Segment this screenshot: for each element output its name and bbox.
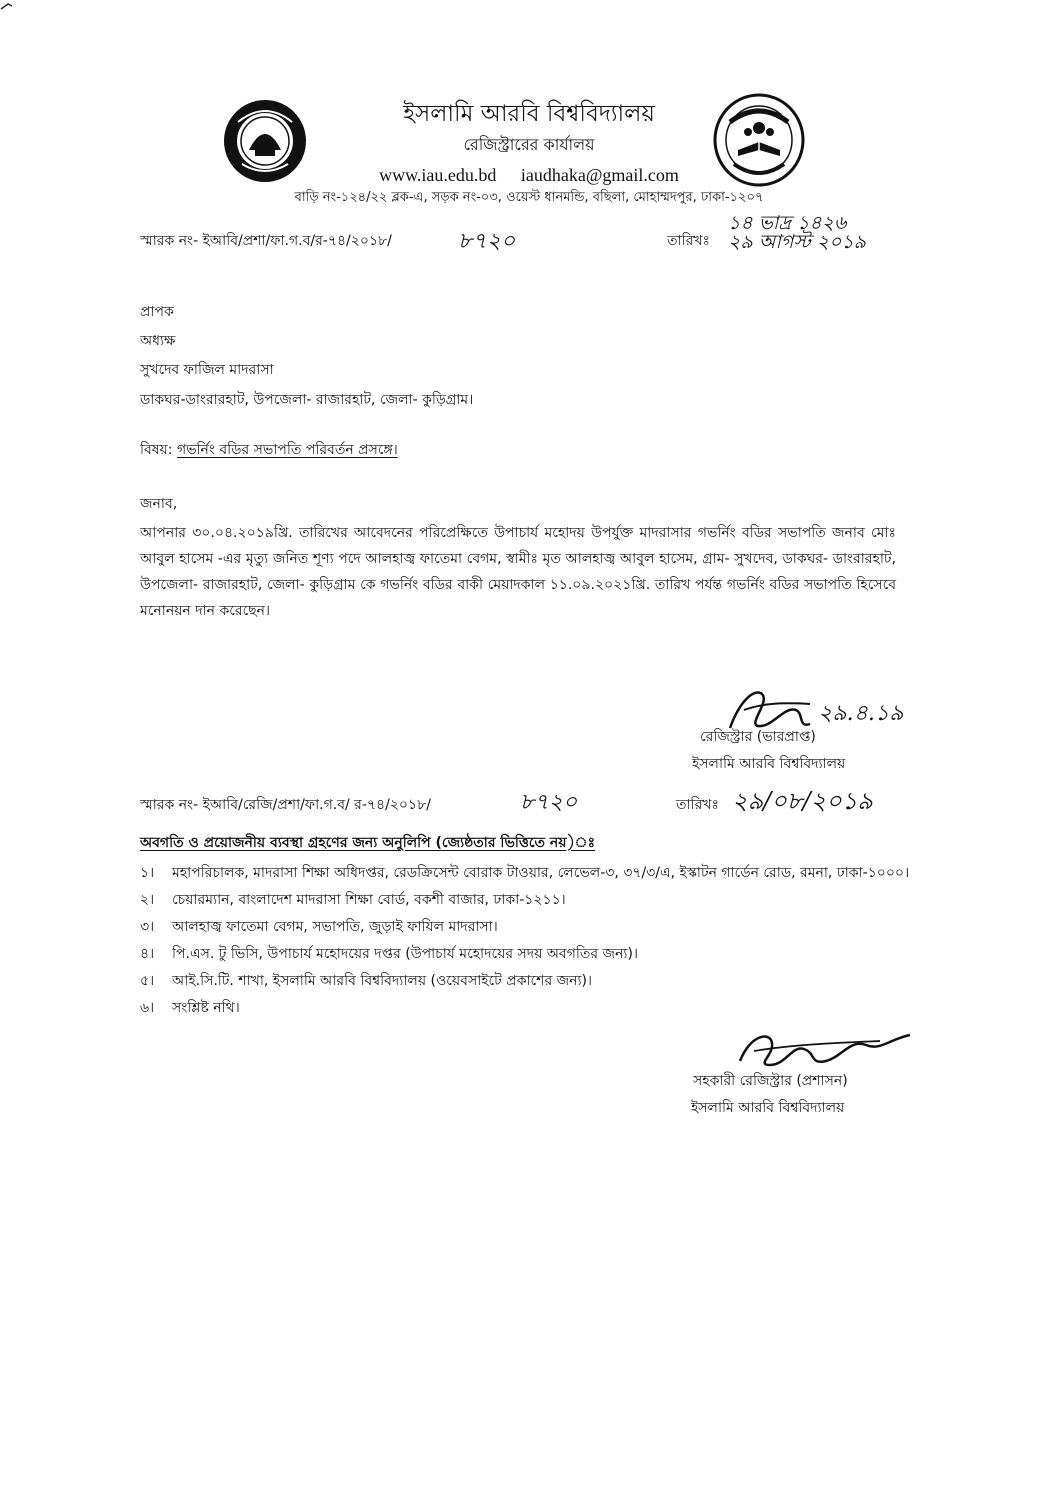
website-link[interactable]: www.iau.edu.bd bbox=[379, 165, 497, 185]
list-item bbox=[140, 941, 910, 968]
memo-date bbox=[728, 214, 866, 252]
memo-date-gregorian: ২৯ আগস্ট ২০১৯ bbox=[728, 231, 866, 253]
assistant-registrar-signature-icon bbox=[730, 1025, 920, 1075]
list-item-number: ৪। bbox=[140, 946, 155, 962]
list-item-number: ৫। bbox=[140, 973, 155, 989]
copies-heading bbox=[140, 835, 595, 853]
memo-reference: স্মারক নং- ইআবি/প্রশা/ফা.গ.ব/র-৭৪/২০১৮/ bbox=[140, 233, 392, 249]
copy-memo-reference-number: ৮৭২০ bbox=[520, 790, 578, 815]
registrar-university: ইসলামি আরবি বিশ্ববিদ্যালয় bbox=[692, 756, 846, 772]
list-item-number: ৬। bbox=[140, 1000, 155, 1016]
subject-text: গভর্নিং বডির সভাপতি পরিবর্তন প্রসঙ্গে। bbox=[176, 442, 398, 458]
signature-date: ২৯.৪.১৯ bbox=[818, 701, 904, 726]
list-item-text: চেয়ারম্যান, বাংলাদেশ মাদরাসা শিক্ষা বোর্ড, বকশী বাজার, ঢাকা-১২১১। bbox=[172, 892, 566, 908]
office-name: রেজিস্ট্রারের কার্যালয় bbox=[463, 135, 595, 154]
copy-memo-date-label: তারিখঃ bbox=[676, 797, 719, 813]
subject-line bbox=[140, 442, 398, 460]
copies-heading-text: অবগতি ও প্রয়োজনীয় ব্যবস্থা গ্রহণের জন্য অনুলিপি (জ্যেষ্ঠতার ভিত্তিতে নয়)ঃ bbox=[140, 835, 596, 851]
list-item bbox=[140, 914, 910, 941]
salutation: জনাব, bbox=[140, 496, 178, 512]
list-item bbox=[140, 887, 910, 914]
list-item-text: সংশ্লিষ্ট নথি। bbox=[172, 1000, 240, 1016]
list-item-number: ২। bbox=[140, 892, 155, 908]
list-item-text: পি.এস. টু ভিসি, উপাচার্য মহোদয়ের দপ্তর (উপাচার্য মহোদয়ের সদয় অবগতির জন্য)। bbox=[172, 946, 638, 962]
list-item-number: ১। bbox=[140, 865, 155, 881]
copy-memo-date: ২৯/০৮/২০১৯ bbox=[732, 787, 873, 815]
memo-reference-number: ৮৭২০ bbox=[458, 229, 516, 254]
list-item bbox=[140, 995, 910, 1022]
copies-list bbox=[140, 860, 910, 1022]
list-item bbox=[140, 860, 910, 887]
recipient-designation: অধ্যক্ষ bbox=[140, 333, 176, 349]
list-item-number: ৩। bbox=[140, 919, 155, 935]
recipient-address: ডাকঘর-ডাংরারহাট, উপজেলা- রাজারহাট, জেলা- কুড়িগ্রাম। bbox=[140, 392, 474, 408]
list-item-text: মহাপরিচালক, মাদরাসা শিক্ষা অধিদপ্তর, রেডক্রিসেন্ট বোরাক টাওয়ার, লেভেল-৩, ৩৭/৩/এ, ইস্কাটন গার্ডেন রোড, রমনা, ঢাকা-১০০০। bbox=[172, 865, 910, 881]
assistant-registrar-university: ইসলামি আরবি বিশ্ববিদ্যালয় bbox=[691, 1100, 845, 1116]
registrar-title: রেজিস্ট্রার (ভারপ্রাপ্ত) bbox=[700, 729, 816, 745]
list-item bbox=[140, 968, 910, 995]
scan-mark-icon bbox=[0, 0, 20, 12]
body-paragraph: আপনার ৩০.০৪.২০১৯খ্রি. তারিখের আবেদনের পরিপ্রেক্ষিতে উপাচার্য মহোদয় উপর্যুক্ত মাদরাসার গভর্নিং বডির সভাপতি জনাব মোঃ আবুল হাসেম -এর মৃত্যু জনিত শূণ্য পদে আলহাজ্ব ফাতেমা বেগম, স্বামীঃ মৃত আলহাজ্ব আবুল হাসেম, গ্রাম- সুখদেব, ডাকঘর- ডাংরারহাট, উপজেলা- রাজারহাট, জেলা- কুড়িগ্রাম কে গভর্নিং বডির বাকী মেয়াদকাল ১১.০৯.২০২১খ্রি. তারিখ পর্যন্ত গভর্নিং বডির সভাপতি হিসেবে মনোনয়ন দান করেছেন। bbox=[140, 525, 896, 619]
email-link[interactable]: iaudhaka@gmail.com bbox=[520, 165, 679, 185]
subject-label: বিষয়: bbox=[140, 442, 173, 458]
office-address: বাড়ি নং-১২৪/২২ ব্লক-এ, সড়ক নং-০৩, ওয়েস্ট ধানমন্ডি, বছিলা, মোহাম্মদপুর, ঢাকা-১২০৭ bbox=[294, 190, 764, 205]
list-item-text: আই.সি.টি. শাখা, ইসলামি আরবি বিশ্ববিদ্যালয় (ওয়েবসাইটে প্রকাশের জন্য)। bbox=[172, 973, 593, 989]
contact-line bbox=[0, 164, 1058, 187]
copy-memo-reference: স্মারক নং- ইআবি/রেজি/প্রশা/ফা.গ.ব/ র-৭৪/২০১৮/ bbox=[140, 797, 431, 813]
recipient-institution: সুখদেব ফাজিল মাদরাসা bbox=[140, 362, 274, 378]
memo-date-bangla: ১৪ ভাদ্র ১৪২৬ bbox=[728, 212, 847, 234]
recipient-label: প্রাপক bbox=[140, 304, 174, 320]
list-item-text: আলহাজ্ব ফাতেমা বেগম, সভাপতি, জুড়াই ফাযিল মাদরাসা। bbox=[172, 919, 498, 935]
assistant-registrar-title: সহকারী রেজিস্ট্রার (প্রশাসন) bbox=[693, 1073, 848, 1089]
memo-date-label: তারিখঃ bbox=[667, 233, 710, 249]
university-title: ইসলামি আরবি বিশ্ববিদ্যালয় bbox=[403, 101, 655, 127]
